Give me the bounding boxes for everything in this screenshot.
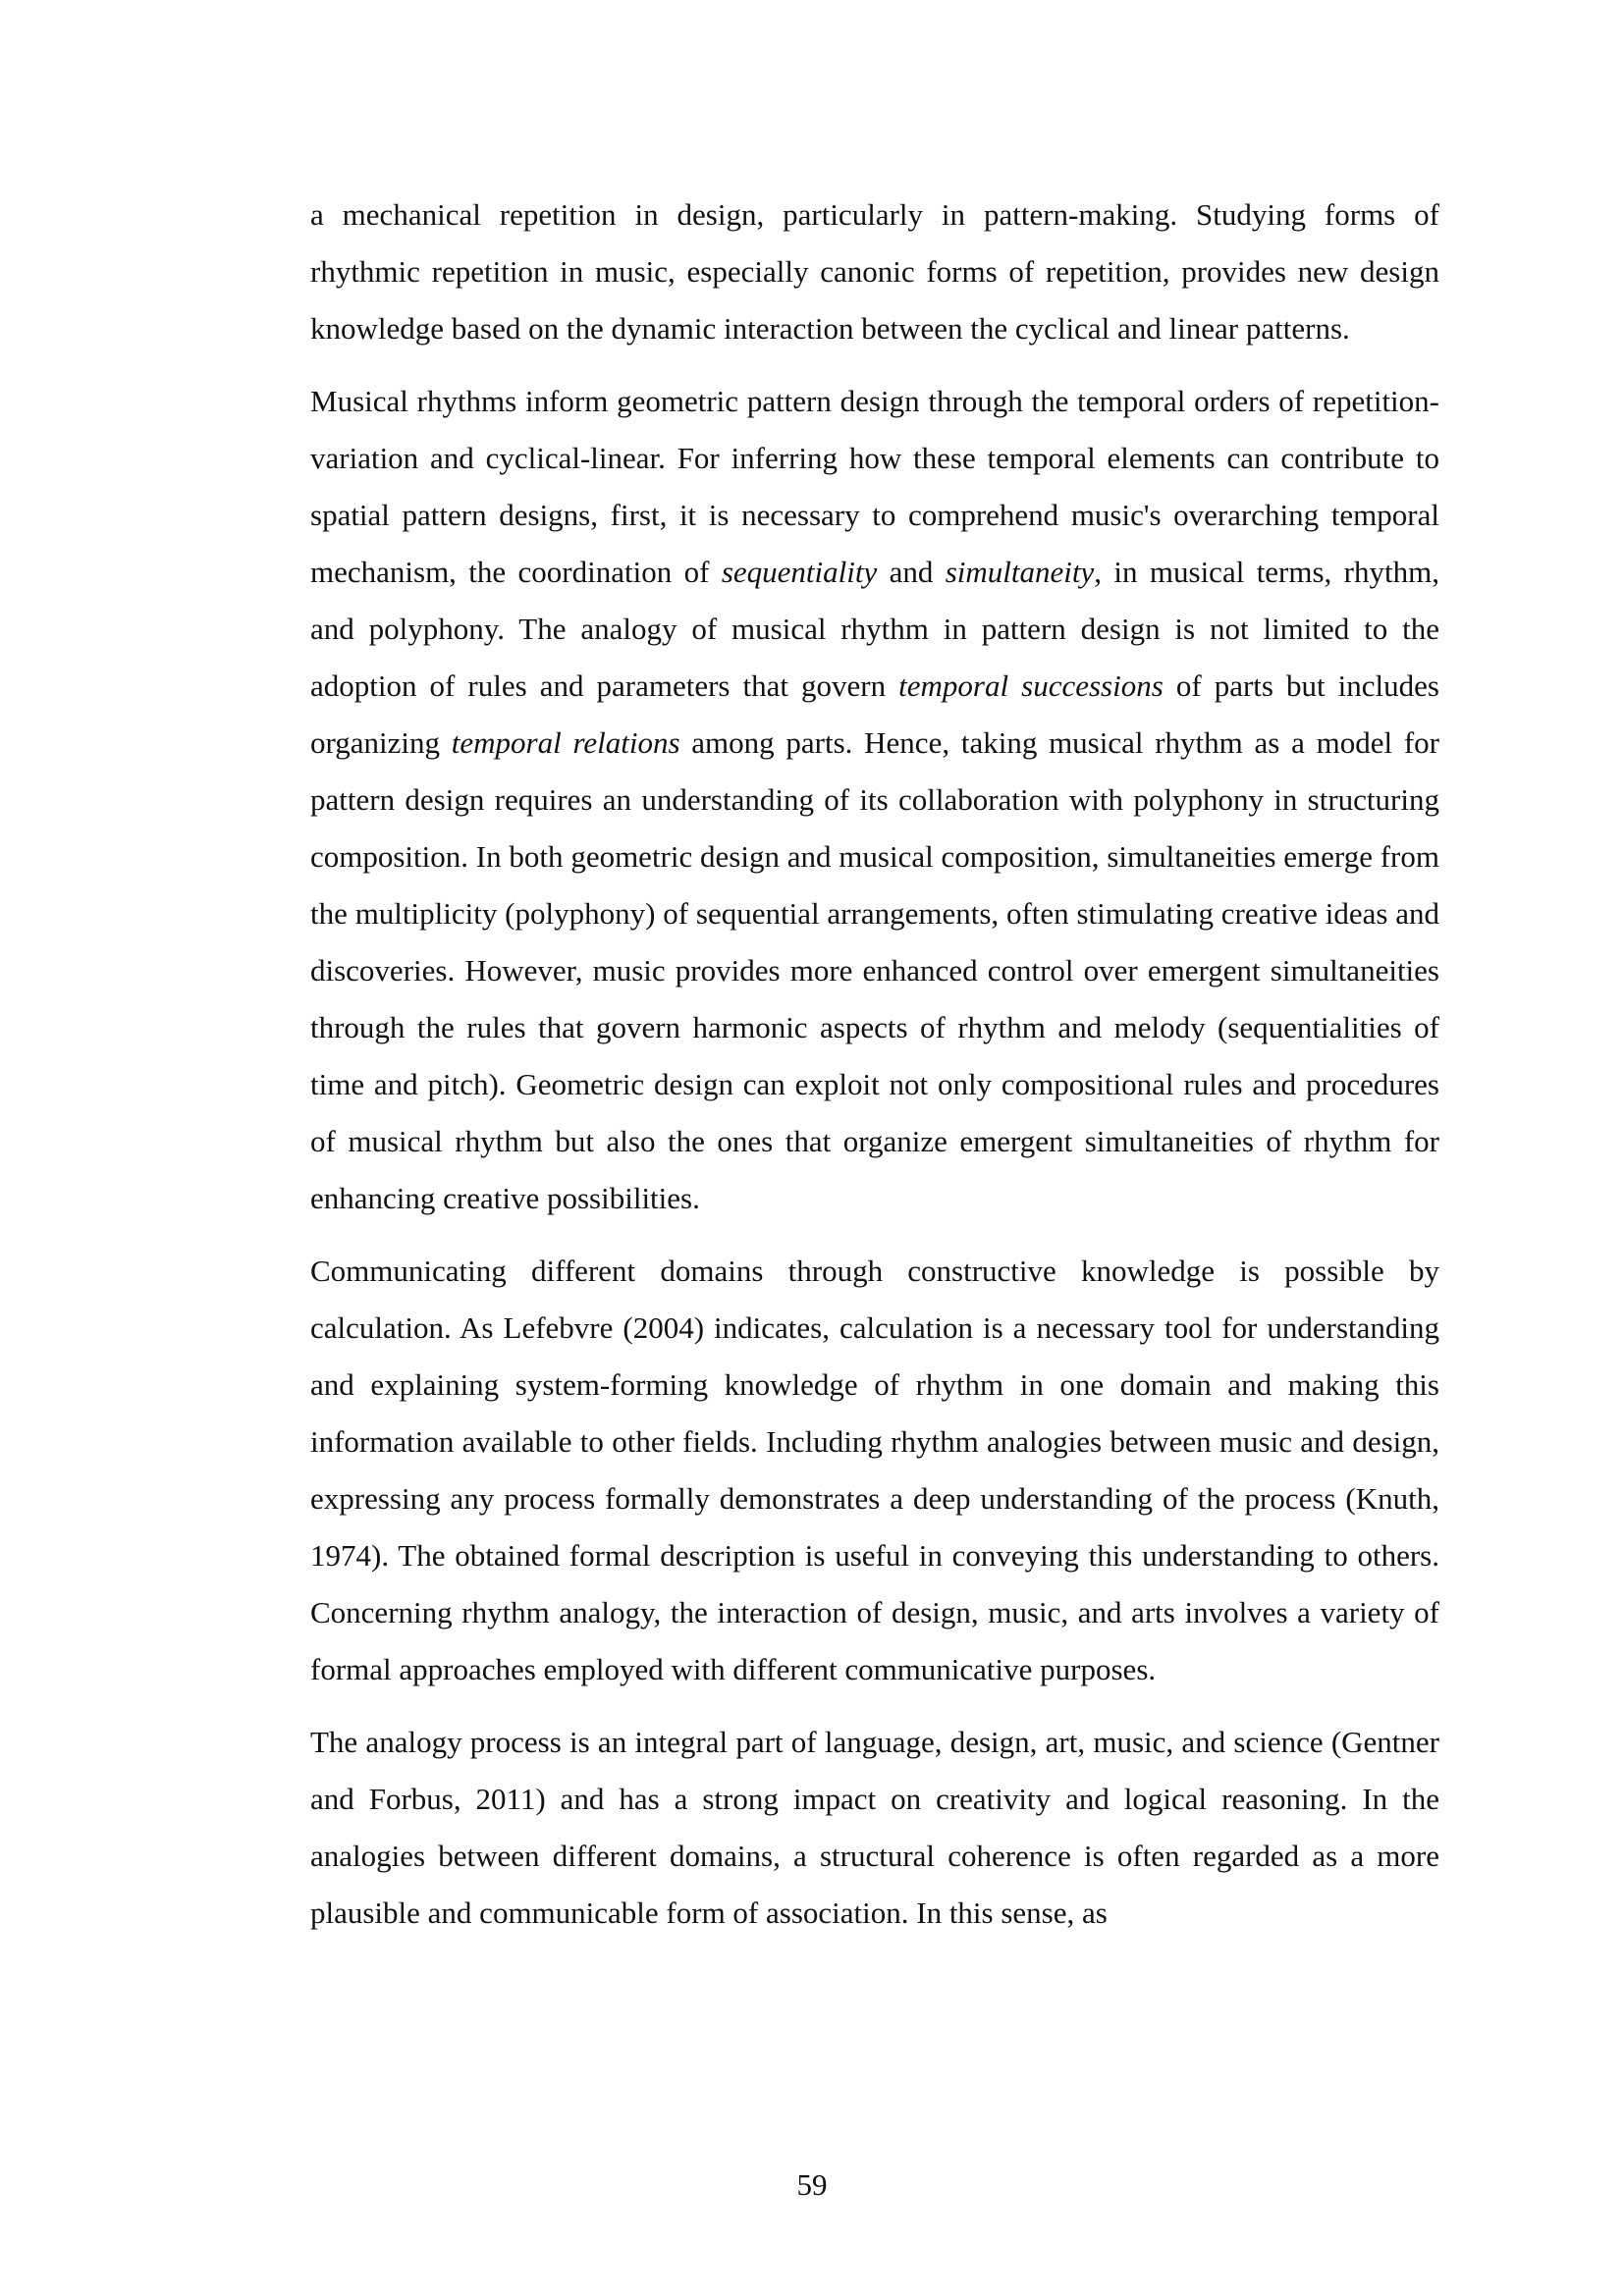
paragraph-4-text: The analogy process is an integral part of language, design, art, music, and science (Gentner and Forbus, 2011) and has a strong impact on creativity and logical reasoning. In the analogies between different domains, a structural coherence is often regarded as a more plausible and communicable form of association. In this sense, as xyxy=(310,1725,1439,1930)
paragraph-1 xyxy=(310,187,1439,357)
body-text xyxy=(310,187,1439,1957)
paragraph-2-text: and xyxy=(877,555,946,589)
paragraph-2-text: among parts. Hence, taking musical rhythm as a model for pattern design requires an understanding of its collaboration with polyphony in structuring composition. In both geometric design and musical composition, simultaneities emerge from the multiplicity (polyphony) of sequential arrangements, often stimulating creative ideas and discoveries. However, music provides more enhanced control over emergent simultaneities through the rules that govern harmonic aspects of rhythm and melody (sequentialities of time and pitch). Geometric design can exploit not only compositional rules and procedures of musical rhythm but also the ones that organize emergent simultaneities of rhythm for enhancing creative possibilities. xyxy=(310,725,1439,1215)
paragraph-2-text: , in musical terms, rhythm, and polyphony. The analogy of musical rhythm in pattern design is not limited to the adoption of rules and parameters that govern xyxy=(310,555,1439,703)
italic-term-sequentiality: sequentiality xyxy=(721,555,878,589)
italic-term-temporal-successions: temporal successions xyxy=(898,668,1164,703)
paragraph-3 xyxy=(310,1243,1439,1698)
paragraph-4 xyxy=(310,1714,1439,1942)
paragraph-2 xyxy=(310,373,1439,1227)
paragraph-1-text: a mechanical repetition in design, particularly in pattern-making. Studying forms of rhythmic repetition in music, especially canonic forms of repetition, provides new design knowledge based on the dynamic interaction between the cyclical and linear patterns. xyxy=(310,197,1439,346)
paragraph-2-text: of parts but includes organizing xyxy=(310,668,1439,760)
page-number: 59 xyxy=(796,2167,828,2202)
paragraph-3-text: Communicating different domains through constructive knowledge is possible by calculation. As Lefebvre (2004) indicates, calculation is a necessary tool for understanding and explaining system-forming knowledge of rhythm in one domain and making this information available to other fields. Including rhythm analogies between music and design, expressing any process formally demonstrates a deep understanding of the process (Knuth, 1974). The obtained formal description is useful in conveying this understanding to others. Concerning rhythm analogy, the interaction of design, music, and arts involves a variety of formal approaches employed with different communicative purposes. xyxy=(310,1254,1439,1686)
italic-term-temporal-relations: temporal relations xyxy=(451,725,680,760)
italic-term-simultaneity: simultaneity xyxy=(945,555,1095,589)
paragraph-2-text: Musical rhythms inform geometric pattern design through the temporal orders of repetition-variation and cyclical-linear. For inferring how these temporal elements can contribute to spatial pattern designs, first, it is necessary to comprehend music's overarching temporal mechanism, the coordination of xyxy=(310,384,1439,589)
